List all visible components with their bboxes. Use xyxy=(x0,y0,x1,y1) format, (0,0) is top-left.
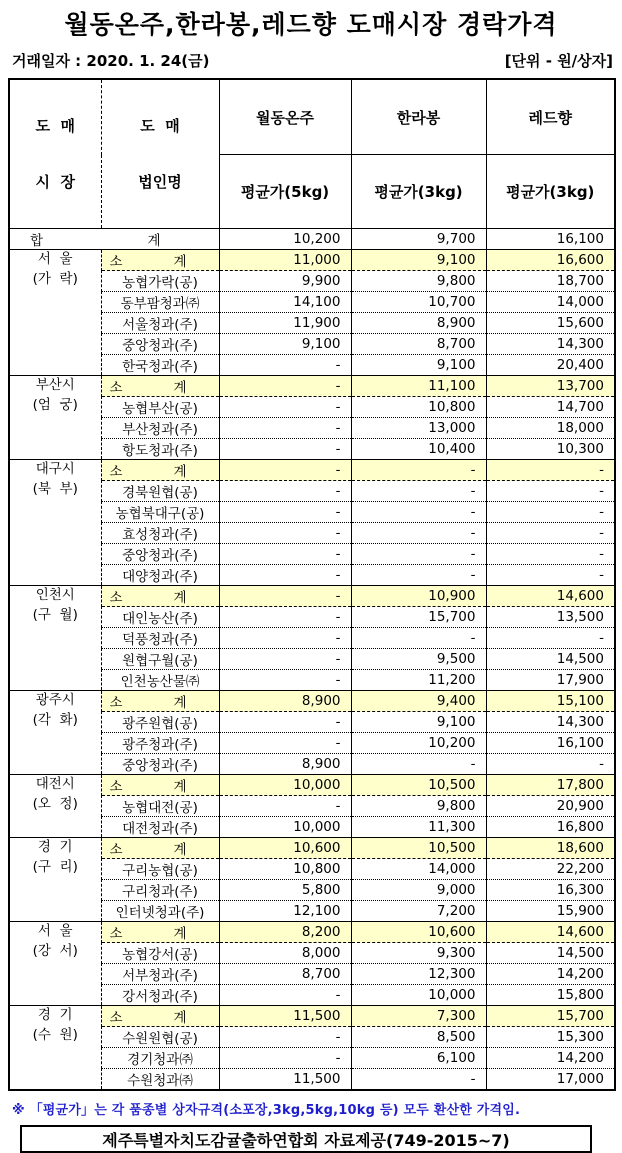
corp-cell: 동부팜청과㈜ xyxy=(101,292,219,313)
page-title: 월동온주,한라봉,레드향 도매시장 경락가격 xyxy=(64,10,558,39)
price-cell: 9,900 xyxy=(219,271,351,292)
price-cell: 10,300 xyxy=(486,439,615,460)
price-cell: 8,900 xyxy=(219,754,351,775)
corp-cell: 광주원협(공) xyxy=(101,712,219,733)
subtotal-label-cell: 소 계 xyxy=(101,376,219,397)
price-cell: 8,700 xyxy=(351,334,486,355)
price-cell: - xyxy=(219,355,351,376)
price-cell: 10,200 xyxy=(219,229,351,250)
corp-cell: 대양청과(주) xyxy=(101,565,219,586)
market-cell xyxy=(9,1006,101,1091)
price-cell: 9,100 xyxy=(219,334,351,355)
price-cell: 14,200 xyxy=(486,964,615,985)
market-cell xyxy=(9,376,101,460)
price-cell: 8,200 xyxy=(219,922,351,943)
subtotal-row xyxy=(9,1006,615,1027)
price-cell: - xyxy=(219,1048,351,1069)
price-cell: 15,800 xyxy=(486,985,615,1006)
price-cell: 11,000 xyxy=(219,250,351,271)
price-cell: 10,600 xyxy=(219,838,351,859)
price-cell: 8,000 xyxy=(219,943,351,964)
grand-total-label-right: 계 xyxy=(147,233,161,249)
corp-cell: 항도청과(주) xyxy=(101,439,219,460)
price-cell: 11,500 xyxy=(219,1069,351,1091)
market-cell xyxy=(9,586,101,691)
header-fruit-redhyang: 레드향 xyxy=(486,79,615,155)
price-cell: 10,500 xyxy=(351,775,486,796)
price-cell: 14,600 xyxy=(486,922,615,943)
price-cell: - xyxy=(219,565,351,586)
price-cell: - xyxy=(219,649,351,670)
corp-cell: 효성청과(주) xyxy=(101,523,219,544)
subtotal-label-cell: 소 계 xyxy=(101,250,219,271)
corp-cell: 구리청과(주) xyxy=(101,880,219,901)
market-name-line: 부산시 xyxy=(35,377,75,393)
price-cell: - xyxy=(219,796,351,817)
corp-cell: 인터넷청과(주) xyxy=(101,901,219,922)
header-market-line2: 시 장 xyxy=(35,173,75,191)
price-cell: - xyxy=(351,544,486,565)
price-cell: 6,100 xyxy=(351,1048,486,1069)
market-name-line: (엄 궁) xyxy=(32,396,78,413)
price-cell: - xyxy=(219,418,351,439)
price-cell: 9,100 xyxy=(351,355,486,376)
price-cell: - xyxy=(486,754,615,775)
corp-cell: 농협북대구(공) xyxy=(101,502,219,523)
market-cell xyxy=(9,250,101,376)
market-name-line: (구 리) xyxy=(32,858,78,875)
market-name-line: (북 부) xyxy=(32,480,78,497)
subtotal-row xyxy=(9,460,615,481)
price-cell: - xyxy=(219,586,351,607)
price-cell: - xyxy=(351,481,486,502)
corp-cell: 서울청과(주) xyxy=(101,313,219,334)
corp-cell: 대전청과(주) xyxy=(101,817,219,838)
price-cell: 17,800 xyxy=(486,775,615,796)
price-cell: - xyxy=(219,670,351,691)
corp-cell: 인천농산물㈜ xyxy=(101,670,219,691)
price-cell: 18,700 xyxy=(486,271,615,292)
price-cell: 9,800 xyxy=(351,796,486,817)
price-cell: 16,100 xyxy=(486,733,615,754)
provider-box xyxy=(20,1125,592,1153)
price-cell: 10,000 xyxy=(351,985,486,1006)
subtotal-row xyxy=(9,691,615,712)
grand-total-row xyxy=(9,229,615,250)
footnote: ※ 「평균가」는 각 품종별 상자규격(소포장,3kg,5kg,10kg 등) 모두 환산한 가격임. xyxy=(12,1103,521,1118)
price-cell: 15,900 xyxy=(486,901,615,922)
price-cell: - xyxy=(486,544,615,565)
price-cell: 11,500 xyxy=(219,1006,351,1027)
corp-cell: 농협대전(공) xyxy=(101,796,219,817)
price-table-header xyxy=(9,79,615,229)
corp-cell: 수원청과㈜ xyxy=(101,1069,219,1091)
trade-date-label: 거래일자 : 2020. 1. 24(금) xyxy=(12,52,210,70)
subtotal-label-cell: 소 계 xyxy=(101,838,219,859)
price-cell: - xyxy=(351,460,486,481)
price-cell: 14,500 xyxy=(486,943,615,964)
header-avgprice-wintermandarin: 평균가(5kg) xyxy=(219,155,351,229)
corp-cell: 원협구월(공) xyxy=(101,649,219,670)
header-market-column xyxy=(9,79,101,229)
corp-cell: 경기청과㈜ xyxy=(101,1048,219,1069)
market-name-line: 대구시 xyxy=(35,461,75,477)
unit-label: [단위 - 원/상자] xyxy=(504,52,613,70)
price-cell: 8,900 xyxy=(219,691,351,712)
price-cell: 14,100 xyxy=(219,292,351,313)
corp-cell: 경북원협(공) xyxy=(101,481,219,502)
price-cell: 9,100 xyxy=(351,712,486,733)
price-cell: 18,000 xyxy=(486,418,615,439)
price-cell: 9,000 xyxy=(351,880,486,901)
price-report-page xyxy=(0,5,622,1150)
subtotal-row xyxy=(9,586,615,607)
price-cell: 16,600 xyxy=(486,250,615,271)
subtotal-row xyxy=(9,376,615,397)
corp-cell: 중앙청과(주) xyxy=(101,334,219,355)
price-cell: - xyxy=(486,502,615,523)
price-cell: - xyxy=(219,733,351,754)
price-cell: 12,300 xyxy=(351,964,486,985)
price-cell: 14,500 xyxy=(486,649,615,670)
price-cell: 15,700 xyxy=(351,607,486,628)
price-cell: 14,600 xyxy=(486,586,615,607)
price-cell: - xyxy=(351,1069,486,1091)
header-avgprice-hallabong: 평균가(3kg) xyxy=(351,155,486,229)
corp-cell: 중앙청과(주) xyxy=(101,754,219,775)
price-cell: 16,300 xyxy=(486,880,615,901)
header-corp-line1: 도 매 xyxy=(140,117,180,135)
header-market-line1: 도 매 xyxy=(35,117,75,135)
market-name-line: 경 기 xyxy=(37,1007,73,1023)
market-cell xyxy=(9,460,101,586)
price-cell: 15,300 xyxy=(486,1027,615,1048)
corp-cell: 부산청과(주) xyxy=(101,418,219,439)
price-cell: 10,900 xyxy=(351,586,486,607)
market-name-line: 인천시 xyxy=(35,587,75,603)
market-name-line: 서 울 xyxy=(37,923,73,939)
price-cell: 18,600 xyxy=(486,838,615,859)
price-cell: 10,000 xyxy=(219,775,351,796)
market-cell xyxy=(9,838,101,922)
price-cell: - xyxy=(219,439,351,460)
price-cell: - xyxy=(219,607,351,628)
price-cell: 13,000 xyxy=(351,418,486,439)
meta-row xyxy=(12,50,613,71)
market-name-line: (각 화) xyxy=(32,711,78,728)
price-cell: 17,900 xyxy=(486,670,615,691)
price-cell: 10,700 xyxy=(351,292,486,313)
price-cell: 15,700 xyxy=(486,1006,615,1027)
price-cell: - xyxy=(219,481,351,502)
grand-total-label-cell xyxy=(9,229,219,250)
header-avgprice-redhyang: 평균가(3kg) xyxy=(486,155,615,229)
provider-text: 제주특별자치도감귤출하연합회 자료제공(749-2015~7) xyxy=(102,1130,510,1150)
price-cell: - xyxy=(219,397,351,418)
price-cell: 7,200 xyxy=(351,901,486,922)
price-cell: 5,800 xyxy=(219,880,351,901)
subtotal-row xyxy=(9,922,615,943)
price-cell: - xyxy=(219,628,351,649)
price-cell: - xyxy=(219,544,351,565)
price-cell: 9,300 xyxy=(351,943,486,964)
subtotal-label-cell: 소 계 xyxy=(101,460,219,481)
price-cell: - xyxy=(486,523,615,544)
header-fruit-wintermandarin: 월동온주 xyxy=(219,79,351,155)
market-name-line: (가 락) xyxy=(32,270,78,287)
price-cell: 20,400 xyxy=(486,355,615,376)
subtotal-row xyxy=(9,775,615,796)
price-cell: 11,900 xyxy=(219,313,351,334)
corp-cell: 농협부산(공) xyxy=(101,397,219,418)
corp-cell: 덕풍청과(주) xyxy=(101,628,219,649)
price-cell: 14,000 xyxy=(351,859,486,880)
subtotal-row xyxy=(9,838,615,859)
price-cell: 7,300 xyxy=(351,1006,486,1027)
price-cell: - xyxy=(351,754,486,775)
price-table xyxy=(8,78,616,1091)
price-cell: 14,200 xyxy=(486,1048,615,1069)
price-cell: 14,300 xyxy=(486,334,615,355)
price-cell: - xyxy=(486,565,615,586)
corp-cell: 수원원협(공) xyxy=(101,1027,219,1048)
price-cell: 17,000 xyxy=(486,1069,615,1091)
market-cell xyxy=(9,922,101,1006)
price-cell: 9,700 xyxy=(351,229,486,250)
subtotal-row xyxy=(9,250,615,271)
corp-cell: 한국청과(주) xyxy=(101,355,219,376)
price-cell: 8,700 xyxy=(219,964,351,985)
corp-cell: 서부청과(주) xyxy=(101,964,219,985)
header-fruit-hallabong: 한라봉 xyxy=(351,79,486,155)
subtotal-label-cell: 소 계 xyxy=(101,586,219,607)
corp-cell: 농협강서(공) xyxy=(101,943,219,964)
price-cell: 10,200 xyxy=(351,733,486,754)
price-cell: 10,400 xyxy=(351,439,486,460)
corp-cell: 강서청과(주) xyxy=(101,985,219,1006)
market-name-line: (구 월) xyxy=(32,606,78,623)
price-cell: 10,800 xyxy=(351,397,486,418)
price-cell: 15,600 xyxy=(486,313,615,334)
market-cell xyxy=(9,775,101,838)
market-name-line: (수 원) xyxy=(32,1026,78,1043)
price-cell: 10,600 xyxy=(351,922,486,943)
price-cell: 16,800 xyxy=(486,817,615,838)
market-name-line: 광주시 xyxy=(35,692,75,708)
price-cell: 8,900 xyxy=(351,313,486,334)
price-cell: - xyxy=(219,985,351,1006)
price-cell: - xyxy=(486,460,615,481)
corp-cell: 중앙청과(주) xyxy=(101,544,219,565)
price-cell: 22,200 xyxy=(486,859,615,880)
price-cell: 14,000 xyxy=(486,292,615,313)
market-name-line: (강 서) xyxy=(32,942,78,959)
price-cell: 9,800 xyxy=(351,271,486,292)
price-cell: 11,200 xyxy=(351,670,486,691)
market-name-line: (오 정) xyxy=(32,795,78,812)
market-name-line: 대전시 xyxy=(35,776,75,792)
corp-cell: 농협가락(공) xyxy=(101,271,219,292)
grand-total-label-left: 합 xyxy=(30,233,44,249)
price-cell: 20,900 xyxy=(486,796,615,817)
subtotal-label-cell: 소 계 xyxy=(101,775,219,796)
corp-cell: 구리농협(공) xyxy=(101,859,219,880)
price-cell: 8,500 xyxy=(351,1027,486,1048)
price-cell: 9,400 xyxy=(351,691,486,712)
header-corp-column xyxy=(101,79,219,229)
price-cell: - xyxy=(219,502,351,523)
price-cell: 11,300 xyxy=(351,817,486,838)
market-cell xyxy=(9,691,101,775)
price-cell: - xyxy=(486,628,615,649)
corp-cell: 광주청과(주) xyxy=(101,733,219,754)
price-cell: 11,100 xyxy=(351,376,486,397)
price-cell: 10,500 xyxy=(351,838,486,859)
price-cell: - xyxy=(351,523,486,544)
price-cell: - xyxy=(351,628,486,649)
subtotal-label-cell: 소 계 xyxy=(101,922,219,943)
price-cell: 16,100 xyxy=(486,229,615,250)
price-cell: - xyxy=(219,523,351,544)
price-cell: - xyxy=(219,1027,351,1048)
price-cell: 9,500 xyxy=(351,649,486,670)
market-name-line: 경 기 xyxy=(37,839,73,855)
market-name-line: 서 울 xyxy=(37,251,73,267)
price-cell: - xyxy=(219,376,351,397)
corp-cell: 대인농산(주) xyxy=(101,607,219,628)
price-cell: 14,300 xyxy=(486,712,615,733)
price-cell: 9,100 xyxy=(351,250,486,271)
price-cell: - xyxy=(351,565,486,586)
price-cell: - xyxy=(486,481,615,502)
price-cell: 14,700 xyxy=(486,397,615,418)
price-cell: - xyxy=(219,460,351,481)
header-corp-line2: 법인명 xyxy=(138,173,182,191)
price-table-body xyxy=(9,229,615,1091)
subtotal-label-cell: 소 계 xyxy=(101,1006,219,1027)
price-cell: - xyxy=(351,502,486,523)
price-cell: 12,100 xyxy=(219,901,351,922)
price-cell: - xyxy=(219,712,351,733)
price-cell: 13,500 xyxy=(486,607,615,628)
subtotal-label-cell: 소 계 xyxy=(101,691,219,712)
price-cell: 13,700 xyxy=(486,376,615,397)
price-cell: 15,100 xyxy=(486,691,615,712)
price-cell: 10,000 xyxy=(219,817,351,838)
price-cell: 10,800 xyxy=(219,859,351,880)
